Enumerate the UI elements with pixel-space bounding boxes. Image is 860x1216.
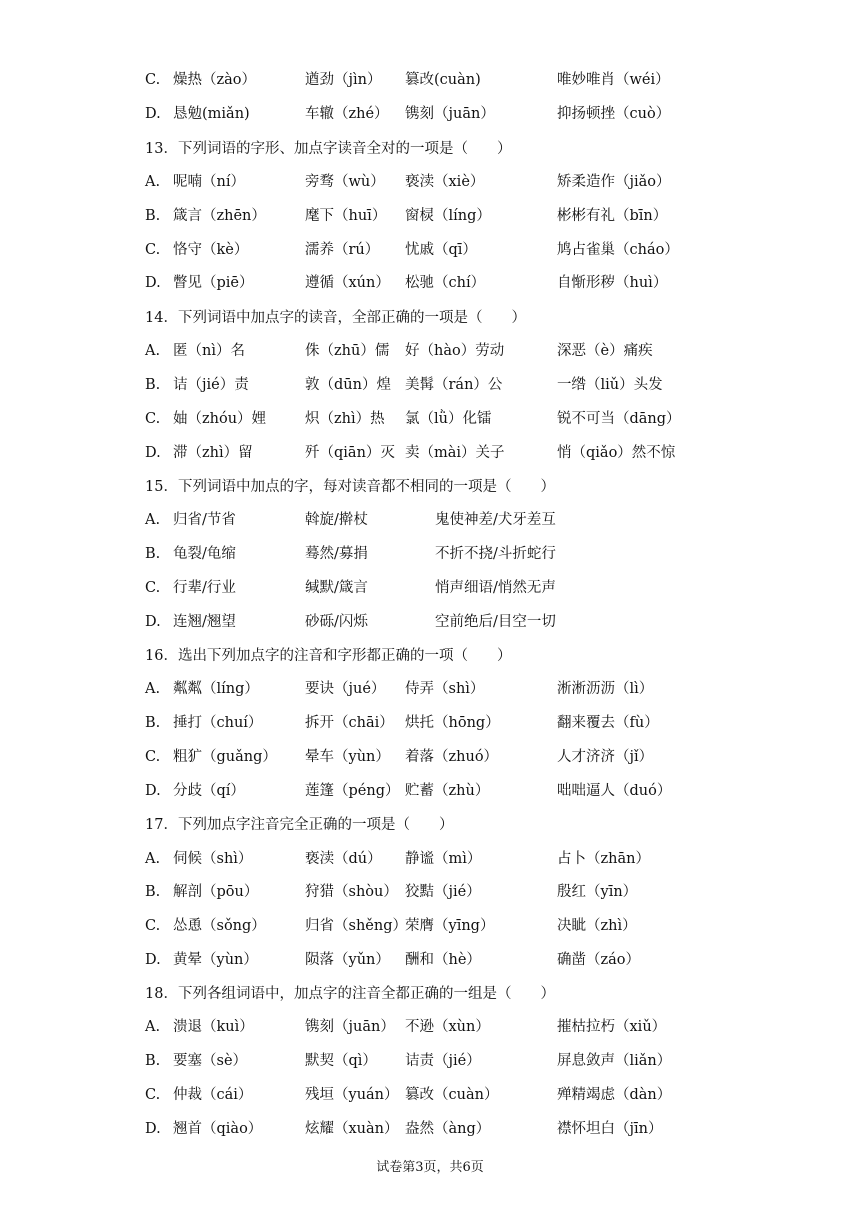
option-word: 燥热（zào） xyxy=(173,72,257,88)
option-word: 龟裂/龟缩 xyxy=(173,546,236,562)
option-letter: B. xyxy=(145,1053,161,1069)
option-word: 氯（lǜ）化镭 xyxy=(405,411,492,427)
option-word: 敦（dūn）煌 xyxy=(305,377,391,393)
option-letter: D. xyxy=(145,614,161,630)
option-word: 狡黠（jié） xyxy=(405,884,481,900)
option-letter: C. xyxy=(145,72,161,88)
option-word: 炽（zhì）热 xyxy=(305,411,385,427)
option-word: 篡改（cuàn） xyxy=(405,1087,499,1103)
question-stem: 17．下列加点字注音完全正确的一项是（ ） xyxy=(145,817,454,833)
option-letter: C. xyxy=(145,1087,161,1103)
option-word: 殷红（yīn） xyxy=(557,884,638,900)
option-word: 莲篷（péng） xyxy=(305,783,400,799)
option-word: 粼粼（líng） xyxy=(173,681,259,697)
option-word: 归省（shěng） xyxy=(305,918,407,934)
question-stem: 18．下列各组词语中，加点字的注音全都正确的一组是（ ） xyxy=(145,986,555,1002)
page-footer: 试卷第3页，共6页 xyxy=(376,1160,484,1175)
option-word: 陨落（yǔn） xyxy=(305,952,390,968)
option-word: 晕车（yùn） xyxy=(305,749,390,765)
option-word: 连翘/翘望 xyxy=(173,614,236,630)
option-letter: D. xyxy=(145,106,161,122)
option-word: 箴言（zhēn） xyxy=(173,208,266,224)
option-word: 摧枯拉朽（xiǔ） xyxy=(557,1019,667,1035)
option-word: 侏（zhū）儒 xyxy=(305,343,390,359)
option-letter: C. xyxy=(145,411,161,427)
option-word: 仲裁（cái） xyxy=(173,1087,253,1103)
option-word: 咄咄逼人（duó） xyxy=(557,783,672,799)
option-word: 诘责（jié） xyxy=(405,1053,481,1069)
option-word: 捶打（chuí） xyxy=(173,715,263,731)
question-stem: 15．下列词语中加点的字，每对读音都不相同的一项是（ ） xyxy=(145,479,555,495)
option-word: 酬和（hè） xyxy=(405,952,481,968)
option-letter: A. xyxy=(145,851,161,867)
option-letter: B. xyxy=(145,377,161,393)
option-word: 遵循（xún） xyxy=(305,275,390,291)
option-word: 锐不可当（dāng） xyxy=(557,411,681,427)
option-letter: C. xyxy=(145,749,161,765)
option-word: 歼（qiān）灭 xyxy=(305,445,395,461)
option-word: 抑扬顿挫（cuò） xyxy=(557,106,671,122)
option-word: 殚精竭虑（dàn） xyxy=(557,1087,672,1103)
option-word: 忧戚（qī） xyxy=(405,242,477,258)
option-word: 滞（zhì）留 xyxy=(173,445,253,461)
option-word: 诘（jié）责 xyxy=(173,377,249,393)
option-letter: D. xyxy=(145,275,161,291)
option-word: 淅淅沥沥（lì） xyxy=(557,681,654,697)
option-word: 荣膺（yīng） xyxy=(405,918,495,934)
option-word: 分歧（qí） xyxy=(173,783,245,799)
option-word: 不折不挠/斗折蛇行 xyxy=(435,546,556,562)
option-word: 默契（qì） xyxy=(305,1053,377,1069)
option-word: 砂砾/闪烁 xyxy=(305,614,368,630)
option-word: 粗犷（guǎng） xyxy=(173,749,277,765)
option-letter: A. xyxy=(145,681,161,697)
option-word: 美髯（rán）公 xyxy=(405,377,503,393)
option-word: 斡旋/擀杖 xyxy=(305,512,368,528)
option-word: 解剖（pōu） xyxy=(173,884,259,900)
option-word: 黄晕（yùn） xyxy=(173,952,258,968)
option-word: 缄默/箴言 xyxy=(305,580,368,596)
option-word: 篡改(cuàn) xyxy=(405,72,481,88)
option-word: 炫耀（xuàn） xyxy=(305,1121,399,1137)
option-letter: C. xyxy=(145,918,161,934)
option-word: 确凿（záo） xyxy=(557,952,641,968)
option-word: 窗棂（líng） xyxy=(405,208,491,224)
option-word: 拆开（chāi） xyxy=(305,715,394,731)
option-word: 恳勉(miǎn) xyxy=(173,106,250,122)
option-letter: D. xyxy=(145,952,161,968)
option-word: 翻来覆去（fù） xyxy=(557,715,659,731)
option-letter: C. xyxy=(145,580,161,596)
option-word: 镌刻（juān） xyxy=(305,1019,395,1035)
question-stem: 16．选出下列加点字的注音和字形都正确的一项（ ） xyxy=(145,648,512,664)
option-word: 矫柔造作（jiǎo） xyxy=(557,174,671,190)
option-word: 蓦然/募捐 xyxy=(305,546,368,562)
option-word: 襟怀坦白（jīn） xyxy=(557,1121,663,1137)
option-word: 狩猎（shòu） xyxy=(305,884,398,900)
option-letter: B. xyxy=(145,884,161,900)
option-word: 翘首（qiào） xyxy=(173,1121,263,1137)
option-letter: A. xyxy=(145,512,161,528)
option-word: 空前绝后/目空一切 xyxy=(435,614,556,630)
option-word: 要塞（sè） xyxy=(173,1053,248,1069)
option-word: 归省/节省 xyxy=(173,512,236,528)
option-word: 呢喃（ní） xyxy=(173,174,245,190)
option-word: 麾下（huī） xyxy=(305,208,387,224)
option-word: 悄声细语/悄然无声 xyxy=(435,580,556,596)
option-word: 深恶（è）痛疾 xyxy=(557,343,653,359)
option-word: 屏息敛声（liǎn） xyxy=(557,1053,672,1069)
option-letter: B. xyxy=(145,208,161,224)
option-word: 松驰（chí） xyxy=(405,275,486,291)
option-word: 亵渎（dú） xyxy=(305,851,382,867)
option-word: 着落（zhuó） xyxy=(405,749,499,765)
option-word: 好（hào）劳动 xyxy=(405,343,505,359)
option-word: 瞥见（piē） xyxy=(173,275,254,291)
option-letter: A. xyxy=(145,343,161,359)
option-letter: D. xyxy=(145,445,161,461)
question-stem: 14．下列词语中加点字的读音，全部正确的一项是（ ） xyxy=(145,310,526,326)
option-word: 盎然（àng） xyxy=(405,1121,491,1137)
option-word: 贮蓄（zhù） xyxy=(405,783,490,799)
option-letter: B. xyxy=(145,546,161,562)
option-word: 要诀（jué） xyxy=(305,681,386,697)
option-word: 镌刻（juān） xyxy=(405,106,495,122)
option-word: 鬼使神差/犬牙差互 xyxy=(435,512,556,528)
option-word: 车辙（zhé） xyxy=(305,106,389,122)
option-letter: D. xyxy=(145,783,161,799)
option-word: 濡养（rú） xyxy=(305,242,380,258)
option-word: 不逊（xùn） xyxy=(405,1019,490,1035)
option-word: 自惭形秽（huì） xyxy=(557,275,668,291)
option-word: 恪守（kè） xyxy=(173,242,249,258)
option-word: 妯（zhóu）娌 xyxy=(173,411,267,427)
option-word: 鸠占雀巢（cháo） xyxy=(557,242,679,258)
option-word: 卖（mài）关子 xyxy=(405,445,505,461)
option-word: 一绺（liǔ）头发 xyxy=(557,377,663,393)
option-word: 决眦（zhì） xyxy=(557,918,637,934)
option-word: 匿（nì）名 xyxy=(173,343,245,359)
option-word: 占卜（zhān） xyxy=(557,851,650,867)
option-letter: B. xyxy=(145,715,161,731)
option-word: 烘托（hōng） xyxy=(405,715,500,731)
option-word: 悄（qiǎo）然不惊 xyxy=(557,445,676,461)
option-word: 静谧（mì） xyxy=(405,851,482,867)
option-word: 伺候（shì） xyxy=(173,851,253,867)
option-letter: C. xyxy=(145,242,161,258)
option-word: 行辈/行业 xyxy=(173,580,236,596)
option-word: 旁骛（wù） xyxy=(305,174,385,190)
option-word: 溃退（kuì） xyxy=(173,1019,254,1035)
option-letter: D. xyxy=(145,1121,161,1137)
option-word: 彬彬有礼（bīn） xyxy=(557,208,668,224)
option-word: 侍弄（shì） xyxy=(405,681,485,697)
option-word: 怂恿（sǒng） xyxy=(173,918,266,934)
option-word: 残垣（yuán） xyxy=(305,1087,399,1103)
question-stem: 13．下列词语的字形、加点字读音全对的一项是（ ） xyxy=(145,141,512,157)
option-letter: A. xyxy=(145,1019,161,1035)
option-word: 人才济济（jǐ） xyxy=(557,749,654,765)
option-word: 亵渎（xiè） xyxy=(405,174,485,190)
option-word: 唯妙唯肖（wéi） xyxy=(557,72,670,88)
option-word: 遒劲（jìn） xyxy=(305,72,382,88)
option-letter: A. xyxy=(145,174,161,190)
